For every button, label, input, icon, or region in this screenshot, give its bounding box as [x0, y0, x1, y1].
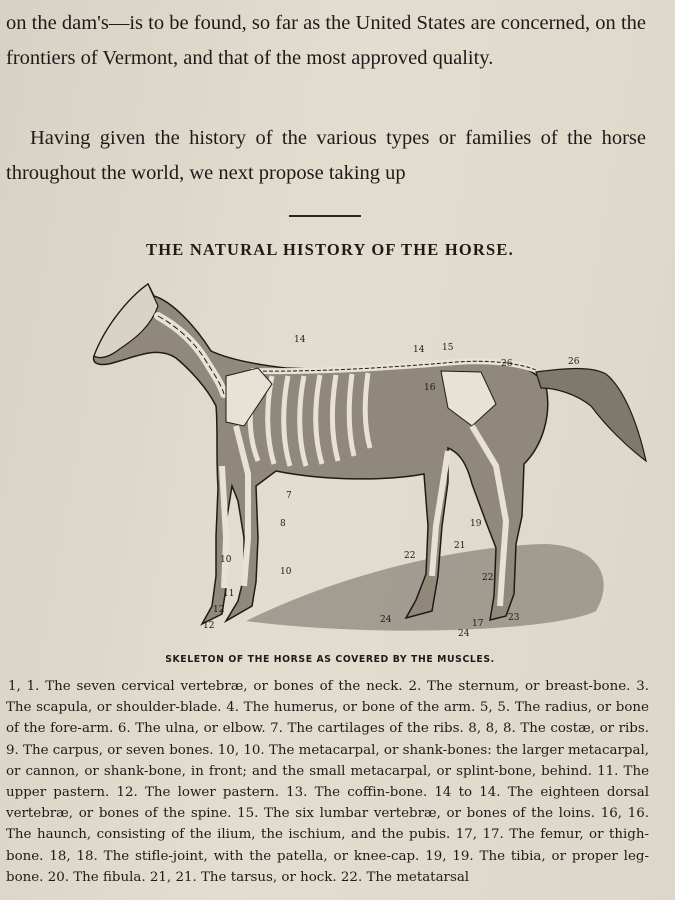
label-14b: 14	[413, 345, 425, 355]
label-22b: 22	[482, 573, 494, 583]
label-26a: 26	[501, 359, 513, 369]
paragraph-intro: Having given the history of the various types or families of the horse throughout the world, we next propose taking up	[6, 127, 646, 184]
horse-tail	[536, 369, 646, 462]
label-24a: 24	[380, 615, 392, 625]
figure-legend: 1, 1. The seven cervical vertebræ, or bones of the neck. 2. The sternum, or breast-bone. 3. The scapula, or shoulder-blade. 4. The humerus, or bone of the arm. 5, 5. The radius, or bone of the fore-arm. 6. The ulna, or elbow. 7. The cartilages of the ribs. 8, 8, 8. The costæ, or ribs. 9. The carpus, or seven bones. 10, 10. The metacarpal, or shank-bones: the larger metacarpal, or cannon, or shank-bone, in front; and the small metacarpal, or splint-bone, behind. 11. The upper pastern. 12. The lower pastern. 13. The coffin-bone. 14 to 14. The eighteen dorsal vertebræ, or bones of the spine. 15. The six lumbar vertebræ, or bones of the loins. 16, 16. The haunch, consisting of the ilium, the ischium, and the pubis. 17, 17. The femur, or thigh-bone. 18, 18. The stifle-joint, with the patella, or knee-cap. 19, 19. The tibia, or proper leg-bone. 20. The fibula. 21, 21. The tarsus, or hock. 22. The metatarsal	[6, 679, 649, 885]
section-heading: THE NATURAL HISTORY OF THE HORSE.	[146, 240, 514, 259]
label-21: 21	[454, 541, 466, 551]
label-7: 7	[286, 491, 292, 501]
label-22a: 22	[404, 551, 416, 561]
label-17: 17	[472, 619, 484, 629]
section-divider	[289, 215, 361, 217]
figure-caption: SKELETON OF THE HORSE AS COVERED BY THE MUSCLES.	[165, 654, 495, 665]
label-10a: 10	[220, 555, 232, 565]
label-8: 8	[280, 519, 286, 529]
label-12a: 12	[213, 605, 225, 615]
label-14a: 14	[294, 335, 306, 345]
horse-skeleton-illustration	[76, 276, 656, 646]
label-19: 19	[470, 519, 482, 529]
label-24b: 24	[458, 629, 470, 639]
label-11: 11	[223, 589, 235, 599]
paragraph-continued: on the dam's—is to be found, so far as the United States are concerned, on the frontiers of Vermont, and that of the most approved quality.	[6, 12, 646, 69]
label-23: 23	[508, 613, 520, 623]
label-15: 15	[442, 343, 454, 353]
label-10b: 10	[280, 567, 292, 577]
label-26b: 26	[568, 357, 580, 367]
horse-skeleton-figure	[76, 276, 656, 646]
label-16: 16	[424, 383, 436, 393]
label-12b: 12	[203, 621, 215, 631]
